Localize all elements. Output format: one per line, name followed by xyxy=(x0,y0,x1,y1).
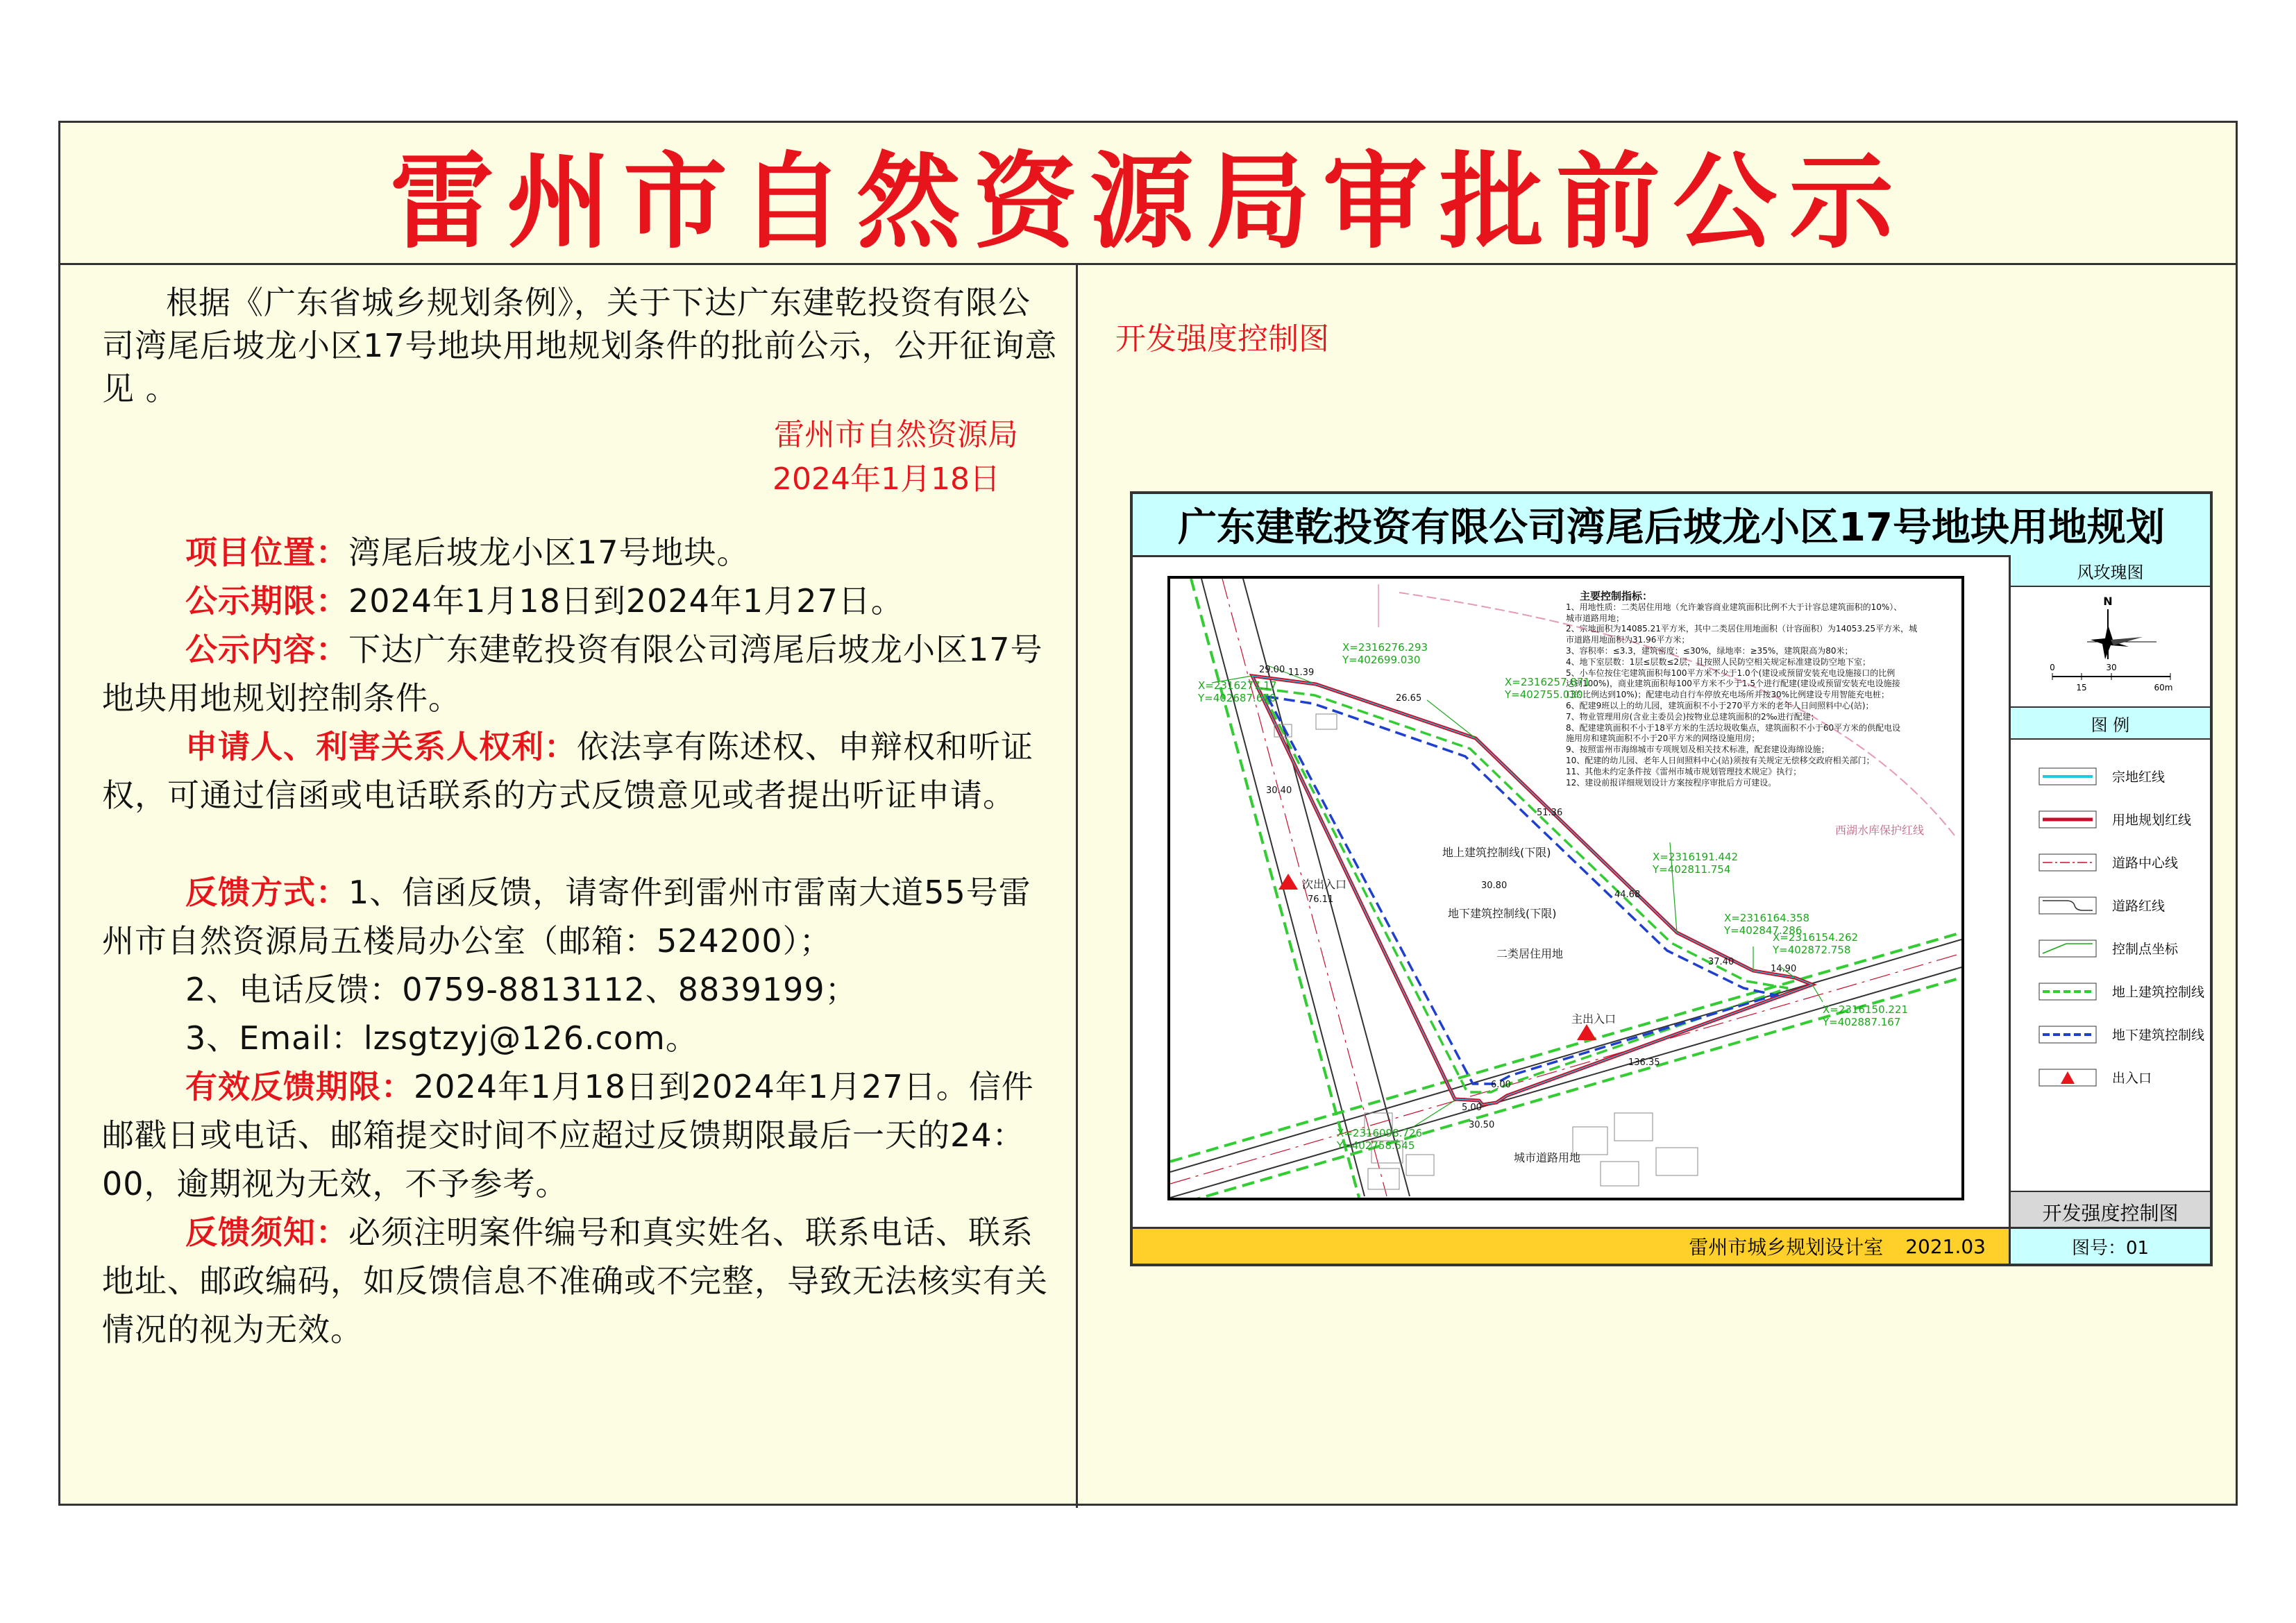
item-rights-label: 申请人、利害关系人权利： xyxy=(185,728,577,765)
page-title: 雷州市自然资源局审批前公示 xyxy=(60,123,2236,265)
coord-y: Y=402755.030 xyxy=(1505,688,1583,701)
leader-8 xyxy=(1413,1101,1455,1127)
note-line: 4、地下室层数：1层≤层数≤2层，且按照人民防空相关规定标准建设防空地下室； xyxy=(1566,656,1871,667)
coord-y: Y=402699.030 xyxy=(1342,654,1421,666)
item-valid-label: 有效反馈期限： xyxy=(185,1068,414,1105)
coord-x: X=2316150.221 xyxy=(1823,1003,1909,1016)
coord-x: X=2316098.726 xyxy=(1337,1127,1423,1139)
note-line: 达到100%)，商业建筑面积每100平方米不少于1.5个进行配建(建设或预留安装充电设施接 xyxy=(1566,679,1900,689)
note-line: 10、配建的幼儿园、老年人日间照料中心(站)须按有关规定无偿移交政府相关部门； xyxy=(1566,755,1875,765)
item-feedback-email[interactable]: 3、Email：lzsgtzyj@126.com。 xyxy=(185,1019,698,1057)
note-line: 1、用地性质：二类居住用地（允许兼容商业建筑面积比例不大于计容总建筑面积的10%）、 xyxy=(1566,602,1902,612)
coord-point-3 xyxy=(1505,676,1590,701)
building-6 xyxy=(1614,1113,1653,1141)
leader-7 xyxy=(1812,985,1823,1002)
note-line: 5、小车位按住宅建筑面积每100平方米不少于1.0个(建设或预留安装充电设施接口的比例 xyxy=(1566,668,1896,678)
item-valid-value: 2024年1月18日到2024年1月27日。信件邮戳日或电话、邮箱提交时间不应超过反馈期限最后一天的24：00，逾期视为无效，不予参考。 xyxy=(102,1068,1034,1203)
item-period xyxy=(102,577,1060,625)
coord-x: X=2316276.293 xyxy=(1342,641,1428,654)
label-main-gate: 主出入口 xyxy=(1571,1012,1617,1026)
legend-label: 道路红线 xyxy=(2112,899,2166,914)
note-line: 2、宗地面积为14085.21平方米，其中二类居住用地面积（计容面积）为14053.25平方米，城 xyxy=(1566,624,1918,634)
coord-x: X=2316257.871 xyxy=(1505,676,1591,688)
footer-year: 2021.03 xyxy=(1905,1234,1986,1258)
legend-item xyxy=(2038,939,2178,958)
coord-point-6 xyxy=(1773,931,1858,956)
dim-label: 136.35 xyxy=(1628,1057,1660,1068)
figure-caption: 开发强度控制图 xyxy=(1115,321,1329,357)
item-feedback-line1: 1、信函反馈，请寄件到雷州市雷南大道55号雷州市自然资源局五楼局办公室（邮箱：524200）； xyxy=(102,874,1031,960)
note-line: 市道路用地面积为31.96平方米； xyxy=(1566,635,1690,645)
item-content-value: 下达广东建乾投资有限公司湾尾后坡龙小区17号地块用地规划控制条件。 xyxy=(102,631,1043,717)
coord-x: X=2316191.442 xyxy=(1653,851,1739,863)
dim-label: 26.65 xyxy=(1396,693,1422,704)
legend-title: 图 例 xyxy=(2011,706,2210,740)
dim-label: 5.00 xyxy=(1462,1103,1482,1113)
dim-label: 30.40 xyxy=(1266,785,1292,796)
item-must-value: 必须注明案件编号和真实姓名、联系电话、联系地址、邮政编码，如反馈信息不准确或不完整，导致无法核实有关情况的视为无效。 xyxy=(102,1214,1048,1348)
wind-rose-title: 风玫瑰图 xyxy=(2011,555,2210,587)
building-8 xyxy=(1656,1148,1698,1175)
note-line: 3、容积率：≤3.3，建筑密度：≤30%，绿地率：≥35%，建筑限高为80米； xyxy=(1566,645,1853,656)
coord-point-8 xyxy=(1337,1127,1422,1152)
note-line: 9、按照雷州市海绵城市专项规划及相关技术标准，配套建设海绵设施； xyxy=(1566,745,1830,755)
dim-label: 6.00 xyxy=(1491,1080,1511,1090)
note-line: 11、其他未约定条件按《雷州市城市规划管理技术规定》执行； xyxy=(1566,766,1802,776)
label-road-land: 城市道路用地 xyxy=(1514,1151,1581,1164)
dim-label: 44.68 xyxy=(1614,890,1641,900)
item-rights xyxy=(102,722,1060,819)
coord-point-1 xyxy=(1342,641,1428,666)
building-4 xyxy=(1406,1155,1434,1175)
wind-rose-icon xyxy=(2038,590,2184,701)
label-below-ctrl: 地下建筑控制线(下限) xyxy=(1448,907,1557,920)
item-location-label: 项目位置： xyxy=(185,534,348,571)
dim-label: 30.50 xyxy=(1469,1120,1495,1130)
coord-y: Y=402887.167 xyxy=(1823,1016,1901,1028)
road-centerline-icon xyxy=(2038,853,2097,872)
scale-label: 60m xyxy=(2154,683,2173,692)
legend-label: 控制点坐标 xyxy=(2112,942,2179,957)
item-rights-value: 依法享有陈述权、申辩权和听证权，可通过信函或电话联系的方式反馈意见或者提出听证申请。 xyxy=(102,728,1033,814)
note-line: 城市道路用地； xyxy=(1566,613,1625,623)
legend-label: 道路中心线 xyxy=(2112,856,2179,871)
item-content-label: 公示内容： xyxy=(185,631,348,668)
item-must-label: 反馈须知： xyxy=(185,1214,348,1251)
legend-label: 地上建筑控制线 xyxy=(2112,985,2205,1000)
coord-y: Y=402687.670 xyxy=(1198,692,1276,704)
legend-item xyxy=(2038,1025,2204,1044)
legend-label: 出入口 xyxy=(2112,1071,2152,1086)
leader-3 xyxy=(1427,700,1476,738)
item-period-value: 2024年1月18日到2024年1月27日。 xyxy=(348,582,904,620)
control-point-icon xyxy=(2038,940,2097,958)
parcel-line-icon xyxy=(2038,767,2097,785)
scale-label: 15 xyxy=(2076,683,2087,692)
legend-label: 地下建筑控制线 xyxy=(2112,1028,2205,1043)
plan-title: 广东建乾投资有限公司湾尾后坡龙小区17号地块用地规划 xyxy=(1133,494,2210,557)
road-red-line-icon xyxy=(2038,897,2097,915)
plan-drawing xyxy=(1130,491,2213,1266)
drawing-name: 开发强度控制图 xyxy=(2011,1191,2210,1232)
coord-y: Y=402847.286 xyxy=(1724,924,1803,937)
label-above-ctrl: 地上建筑控制线(下限) xyxy=(1442,846,1551,859)
dim-label: 29.00 xyxy=(1259,665,1285,675)
legend-item xyxy=(2038,896,2165,915)
label-secondary-gate: 次出入口 xyxy=(1302,878,1347,891)
drawing-number: 图号：01 xyxy=(2009,1229,2210,1264)
above-ground-line-icon xyxy=(2038,983,2097,1001)
coord-point-2 xyxy=(1198,679,1277,704)
control-indicators xyxy=(1566,591,1964,788)
legend-item xyxy=(2038,810,2191,829)
building-7 xyxy=(1601,1162,1639,1186)
scale-label: 30 xyxy=(2106,663,2117,672)
note-line: 6、配建9班以上的幼儿园，建筑面积不小于270平方米的老年人日间照料中心(站)； xyxy=(1566,700,1874,711)
legend-panel xyxy=(2009,555,2210,1232)
note-line: 口的比例达到10%)；配建电动自行车停放充电场所并按30%比例建设专用智能充电桩； xyxy=(1566,690,1890,700)
notes-title: 主要控制指标： xyxy=(1580,590,1653,602)
signature-org: 雷州市自然资源局 xyxy=(774,417,1018,452)
signature-date: 2024年1月18日 xyxy=(773,461,1000,497)
road-green-line-south-1 xyxy=(1170,933,1961,1162)
item-content xyxy=(102,625,1060,722)
item-feedback-phone: 2、电话反馈：0759-8813112、8839199； xyxy=(185,971,858,1008)
item-location xyxy=(102,528,1060,577)
label-landuse: 二类居住用地 xyxy=(1496,947,1564,960)
footer-org-name: 雷州市城乡规划设计室 xyxy=(1689,1236,1884,1259)
site-red-line-icon xyxy=(2038,810,2097,829)
note-line: 12、建设前报详细规划设计方案按程序审批后方可建设。 xyxy=(1566,777,1777,788)
label-reservoir: 西湖水库保护红线 xyxy=(1835,824,1925,837)
note-line: 8、配建建筑面积不小于18平方米的生活垃圾收集点，建筑面积不小于60平方米的供配电设 xyxy=(1566,722,1901,733)
dim-label: 11.39 xyxy=(1288,668,1315,678)
below-ground-line-icon xyxy=(2038,1026,2097,1044)
coord-y: Y=402872.758 xyxy=(1773,944,1851,956)
legend-item xyxy=(2038,1068,2152,1087)
coord-x: X=2316154.262 xyxy=(1773,931,1859,944)
legend-item xyxy=(2038,853,2178,872)
scale-label: 0 xyxy=(2050,663,2055,672)
item-must xyxy=(102,1208,1060,1354)
item-feedback xyxy=(102,868,1060,965)
column-divider xyxy=(1076,263,1078,1508)
building-10 xyxy=(1316,714,1337,729)
legend-item xyxy=(2038,982,2204,1001)
dim-label: 76.11 xyxy=(1308,894,1334,905)
rose-petal-east xyxy=(2111,637,2143,645)
note-line: 施用房和建筑面积不小于20平方米的网络设施用房； xyxy=(1566,733,1760,744)
dim-label: 51.36 xyxy=(1537,808,1563,818)
intro-paragraph: 根据《广东省城乡规划条例》，关于下达广东建乾投资有限公司湾尾后坡龙小区17号地块用地规划条件的批前公示，公开征询意见 。 xyxy=(102,284,1058,407)
gate-icon xyxy=(2038,1069,2097,1087)
signature xyxy=(773,413,1018,502)
coord-x: X=2316164.358 xyxy=(1724,912,1810,924)
dim-label: 30.80 xyxy=(1481,881,1508,891)
plan-footer xyxy=(1133,1227,2210,1264)
legend-label: 宗地红线 xyxy=(2112,770,2166,785)
dim-label: 14.90 xyxy=(1771,964,1797,974)
site-map xyxy=(1167,576,1964,1200)
footer-org xyxy=(1133,1229,2011,1264)
north-label: N xyxy=(2103,595,2113,608)
coord-y: Y=402811.754 xyxy=(1653,863,1731,876)
road-red-line-south-1 xyxy=(1170,940,1961,1172)
item-location-value: 湾尾后坡龙小区17号地块。 xyxy=(348,534,750,571)
item-valid xyxy=(102,1062,1060,1208)
coord-x: X=2316277.17 xyxy=(1198,679,1277,692)
note-line: 7、物业管理用房(含业主委员会)按物业总建筑面积的2‰进行配建； xyxy=(1566,711,1819,722)
coord-point-7 xyxy=(1823,1003,1908,1028)
coord-y: Y=402758.545 xyxy=(1337,1139,1415,1152)
dim-label: 37.40 xyxy=(1708,957,1734,967)
building-3 xyxy=(1368,1169,1399,1189)
legend-label: 用地规划红线 xyxy=(2112,813,2192,828)
item-period-label: 公示期限： xyxy=(185,582,348,620)
main-gate-icon xyxy=(1577,1024,1596,1040)
item-feedback-label: 反馈方式： xyxy=(185,874,348,911)
coord-point-4 xyxy=(1653,851,1738,876)
legend-item xyxy=(2038,767,2165,785)
